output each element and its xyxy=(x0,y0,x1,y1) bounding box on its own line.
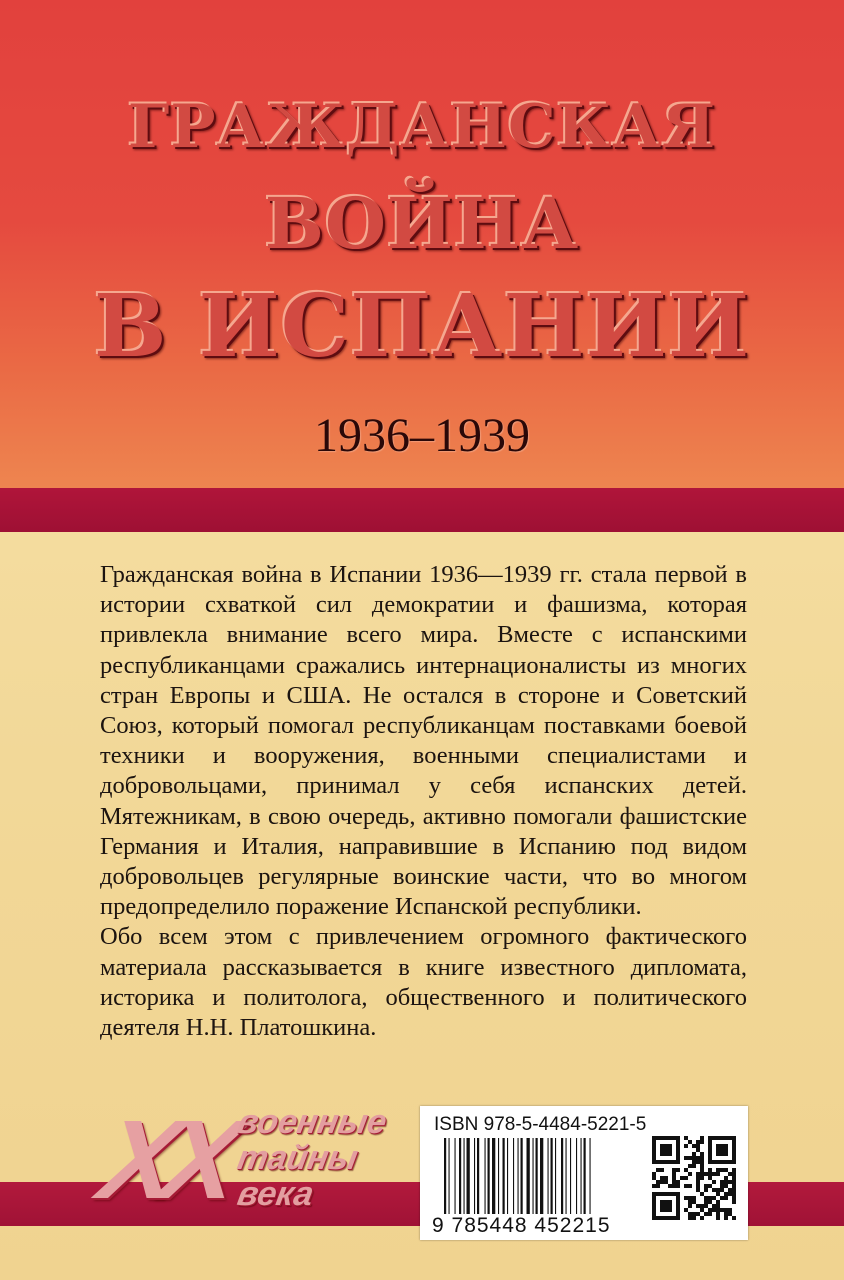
series-logo-word-1: военные xyxy=(234,1103,390,1141)
isbn-text: ISBN 978-5-4484-5221-5 xyxy=(434,1114,647,1135)
crimson-divider-band xyxy=(0,488,844,532)
series-logo-word-2: тайны xyxy=(234,1139,361,1177)
title-line-1: ГРАЖДАНСКАЯ xyxy=(127,92,717,162)
annotation-text xyxy=(100,560,747,1043)
annotation-paragraph-2: Обо всем этом с привлечением огромного фактического материала рассказывается в книге известного дипломата, историка и политолога, общественного и политического деятеля Н.Н. Платошкина. xyxy=(100,923,747,1042)
barcode-bars-icon xyxy=(444,1138,632,1214)
title-line-2: ВОЙНА xyxy=(264,182,580,265)
barcode-number: 9 785448 452215 xyxy=(432,1214,611,1237)
series-logo-word-3: века xyxy=(234,1175,317,1213)
title-line-3: В ИСПАНИИ xyxy=(93,276,751,377)
annotation-paragraph-1: Гражданская война в Испании 1936—1939 гг. стала первой в истории схваткой сил демократии и фашизма, которая привлекла внимание всего мира. Вместе с испанскими республиканцами сражались интернационалисты из многих стран Европы и США. Не остался в стороне и Советский Союз, который помогал республиканцам поставками боевой техники и вооружения, военными специалистами и добровольцами, принимал у себя испанских детей. Мятежникам, в свою очередь, активно помогали фашистские Германия и Италия, направившие в Испанию под видом добровольцев регулярные воинские части, что во многом предопределило поражение Испанской республики. xyxy=(100,561,747,921)
qr-code-icon xyxy=(652,1136,736,1220)
years-subtitle: 1936–1939 xyxy=(314,409,530,462)
series-logo-words xyxy=(234,1103,390,1213)
barcode-label xyxy=(420,1106,748,1240)
series-logo-roman-numeral: XX xyxy=(90,1097,239,1222)
